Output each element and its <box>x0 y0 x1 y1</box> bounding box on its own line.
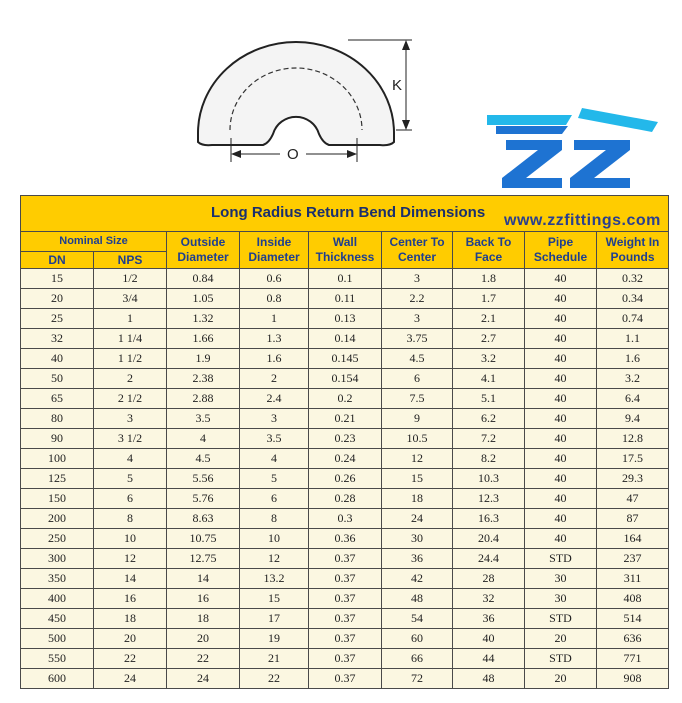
table-row <box>21 649 669 669</box>
center-to-center-cell: 3 <box>382 309 453 329</box>
table-title: Long Radius Return Bend Dimensions <box>211 204 486 221</box>
pipe-schedule-cell: 40 <box>525 269 597 289</box>
nps-header: NPS <box>94 252 167 269</box>
outside-diameter-cell: 2.88 <box>167 389 240 409</box>
dn-cell: 100 <box>21 449 94 469</box>
dn-cell: 90 <box>21 429 94 449</box>
weight-cell: 3.2 <box>597 369 669 389</box>
pipe-schedule-cell: 30 <box>525 569 597 589</box>
weight-cell: 87 <box>597 509 669 529</box>
center-to-center-cell: 3.75 <box>382 329 453 349</box>
center-to-center-cell: 66 <box>382 649 453 669</box>
back-to-face-cell: 28 <box>453 569 525 589</box>
inside-diameter-header: Inside Diameter <box>240 232 309 269</box>
weight-cell: 514 <box>597 609 669 629</box>
dn-cell: 150 <box>21 489 94 509</box>
weight-cell: 17.5 <box>597 449 669 469</box>
center-to-center-cell: 9 <box>382 409 453 429</box>
bend-outline <box>198 42 394 145</box>
logo-swooshes <box>487 108 658 134</box>
inside-diameter-cell: 22 <box>240 669 309 689</box>
wall-thickness-cell: 0.37 <box>309 549 382 569</box>
weight-cell: 0.32 <box>597 269 669 289</box>
inside-diameter-cell: 0.8 <box>240 289 309 309</box>
inside-diameter-cell: 1.3 <box>240 329 309 349</box>
inside-diameter-cell: 2 <box>240 369 309 389</box>
wall-thickness-header: Wall Thickness <box>309 232 382 269</box>
back-to-face-cell: 5.1 <box>453 389 525 409</box>
outside-diameter-cell: 5.56 <box>167 469 240 489</box>
table-row <box>21 669 669 689</box>
wall-thickness-cell: 0.2 <box>309 389 382 409</box>
pipe-schedule-cell: 30 <box>525 589 597 609</box>
dn-cell: 450 <box>21 609 94 629</box>
center-to-center-cell: 4.5 <box>382 349 453 369</box>
wall-thickness-cell: 0.1 <box>309 269 382 289</box>
dn-header: DN <box>21 252 94 269</box>
inside-diameter-cell: 6 <box>240 489 309 509</box>
center-to-center-cell: 2.2 <box>382 289 453 309</box>
inside-diameter-cell: 21 <box>240 649 309 669</box>
nominal-size-header: Nominal Size <box>21 232 167 252</box>
outside-diameter-cell: 24 <box>167 669 240 689</box>
wall-thickness-cell: 0.11 <box>309 289 382 309</box>
dn-cell: 125 <box>21 469 94 489</box>
logo-mark: ZZ <box>482 100 484 101</box>
nps-cell: 2 <box>94 369 167 389</box>
table-row <box>21 629 669 649</box>
wall-thickness-cell: 0.21 <box>309 409 382 429</box>
dn-cell: 300 <box>21 549 94 569</box>
wall-thickness-cell: 0.24 <box>309 449 382 469</box>
back-to-face-cell: 36 <box>453 609 525 629</box>
pipe-schedule-cell: 40 <box>525 469 597 489</box>
weight-cell: 408 <box>597 589 669 609</box>
weight-cell: 237 <box>597 549 669 569</box>
pipe-schedule-cell: 20 <box>525 669 597 689</box>
center-to-center-cell: 72 <box>382 669 453 689</box>
center-to-center-cell: 48 <box>382 589 453 609</box>
dn-cell: 80 <box>21 409 94 429</box>
dimension-o-label: O <box>287 146 299 163</box>
back-to-face-cell: 6.2 <box>453 409 525 429</box>
dn-cell: 200 <box>21 509 94 529</box>
dn-cell: 500 <box>21 629 94 649</box>
center-to-center-cell: 42 <box>382 569 453 589</box>
outside-diameter-cell: 3.5 <box>167 409 240 429</box>
outside-diameter-cell: 1.32 <box>167 309 240 329</box>
zz-logo <box>482 100 662 195</box>
nps-cell: 18 <box>94 609 167 629</box>
table-row <box>21 449 669 469</box>
center-to-center-cell: 10.5 <box>382 429 453 449</box>
weight-header: Weight In Pounds <box>597 232 669 269</box>
inside-diameter-cell: 8 <box>240 509 309 529</box>
dn-cell: 65 <box>21 389 94 409</box>
center-to-center-cell: 7.5 <box>382 389 453 409</box>
table-row <box>21 409 669 429</box>
table-row <box>21 429 669 449</box>
nps-cell: 20 <box>94 629 167 649</box>
nps-cell: 8 <box>94 509 167 529</box>
pipe-schedule-cell: 40 <box>525 289 597 309</box>
table-row <box>21 609 669 629</box>
nps-cell: 1 1/4 <box>94 329 167 349</box>
back-to-face-cell: 4.1 <box>453 369 525 389</box>
inside-diameter-cell: 4 <box>240 449 309 469</box>
weight-cell: 12.8 <box>597 429 669 449</box>
center-to-center-cell: 3 <box>382 269 453 289</box>
bend-dimensions-table <box>20 195 669 689</box>
weight-cell: 0.34 <box>597 289 669 309</box>
inside-diameter-cell: 0.6 <box>240 269 309 289</box>
center-to-center-cell: 36 <box>382 549 453 569</box>
table-row <box>21 509 669 529</box>
wall-thickness-cell: 0.154 <box>309 369 382 389</box>
nps-cell: 3 1/2 <box>94 429 167 449</box>
inside-diameter-cell: 10 <box>240 529 309 549</box>
pipe-schedule-cell: 40 <box>525 489 597 509</box>
center-to-center-cell: 18 <box>382 489 453 509</box>
pipe-schedule-cell: 40 <box>525 309 597 329</box>
inside-diameter-cell: 19 <box>240 629 309 649</box>
wall-thickness-cell: 0.23 <box>309 429 382 449</box>
wall-thickness-cell: 0.37 <box>309 609 382 629</box>
back-to-face-cell: 12.3 <box>453 489 525 509</box>
outside-diameter-cell: 0.84 <box>167 269 240 289</box>
inside-diameter-cell: 1.6 <box>240 349 309 369</box>
wall-thickness-cell: 0.37 <box>309 589 382 609</box>
pipe-schedule-cell: 40 <box>525 449 597 469</box>
pipe-schedule-cell: STD <box>525 549 597 569</box>
inside-diameter-cell: 13.2 <box>240 569 309 589</box>
nps-cell: 3 <box>94 409 167 429</box>
wall-thickness-cell: 0.145 <box>309 349 382 369</box>
outside-diameter-cell: 5.76 <box>167 489 240 509</box>
table-row <box>21 369 669 389</box>
nps-cell: 6 <box>94 489 167 509</box>
center-to-center-cell: 54 <box>382 609 453 629</box>
dn-cell: 550 <box>21 649 94 669</box>
nps-cell: 12 <box>94 549 167 569</box>
table-body <box>21 269 669 689</box>
nps-cell: 22 <box>94 649 167 669</box>
outside-diameter-cell: 12.75 <box>167 549 240 569</box>
dn-cell: 250 <box>21 529 94 549</box>
table-row <box>21 269 669 289</box>
outside-diameter-cell: 22 <box>167 649 240 669</box>
nps-cell: 16 <box>94 589 167 609</box>
inside-diameter-cell: 15 <box>240 589 309 609</box>
weight-cell: 6.4 <box>597 389 669 409</box>
wall-thickness-cell: 0.36 <box>309 529 382 549</box>
weight-cell: 164 <box>597 529 669 549</box>
pipe-schedule-cell: STD <box>525 609 597 629</box>
table-row <box>21 329 669 349</box>
weight-cell: 311 <box>597 569 669 589</box>
pipe-schedule-cell: 20 <box>525 629 597 649</box>
weight-cell: 29.3 <box>597 469 669 489</box>
center-to-center-cell: 60 <box>382 629 453 649</box>
back-to-face-cell: 20.4 <box>453 529 525 549</box>
dimension-k-label: K <box>392 77 403 94</box>
outside-diameter-cell: 16 <box>167 589 240 609</box>
pipe-schedule-cell: 40 <box>525 409 597 429</box>
inside-diameter-cell: 3.5 <box>240 429 309 449</box>
back-to-face-cell: 7.2 <box>453 429 525 449</box>
nps-cell: 1 <box>94 309 167 329</box>
table-row <box>21 529 669 549</box>
pipe-schedule-cell: 40 <box>525 329 597 349</box>
dn-cell: 350 <box>21 569 94 589</box>
pipe-schedule-cell: 40 <box>525 349 597 369</box>
nps-cell: 14 <box>94 569 167 589</box>
center-to-center-cell: 24 <box>382 509 453 529</box>
outside-diameter-cell: 8.63 <box>167 509 240 529</box>
weight-cell: 1.1 <box>597 329 669 349</box>
weight-cell: 771 <box>597 649 669 669</box>
wall-thickness-cell: 0.37 <box>309 649 382 669</box>
outside-diameter-header: Outside Diameter <box>167 232 240 269</box>
table-title-cell <box>21 196 669 232</box>
weight-cell: 0.74 <box>597 309 669 329</box>
pipe-schedule-header: Pipe Schedule <box>525 232 597 269</box>
inside-diameter-cell: 2.4 <box>240 389 309 409</box>
table-row <box>21 469 669 489</box>
weight-cell: 9.4 <box>597 409 669 429</box>
wall-thickness-cell: 0.37 <box>309 629 382 649</box>
outside-diameter-cell: 1.66 <box>167 329 240 349</box>
pipe-schedule-cell: 40 <box>525 429 597 449</box>
wall-thickness-cell: 0.14 <box>309 329 382 349</box>
dn-cell: 25 <box>21 309 94 329</box>
pipe-schedule-cell: 40 <box>525 389 597 409</box>
back-to-face-cell: 44 <box>453 649 525 669</box>
dn-cell: 20 <box>21 289 94 309</box>
nps-cell: 1/2 <box>94 269 167 289</box>
weight-cell: 636 <box>597 629 669 649</box>
logo-z-left <box>502 140 562 188</box>
inside-diameter-cell: 3 <box>240 409 309 429</box>
pipe-schedule-cell: 40 <box>525 529 597 549</box>
weight-cell: 908 <box>597 669 669 689</box>
nps-cell: 1 1/2 <box>94 349 167 369</box>
logo-z-right <box>570 140 630 188</box>
return-bend-diagram <box>180 30 420 170</box>
dn-cell: 50 <box>21 369 94 389</box>
back-to-face-cell: 16.3 <box>453 509 525 529</box>
back-to-face-cell: 1.7 <box>453 289 525 309</box>
outside-diameter-cell: 2.38 <box>167 369 240 389</box>
table-row <box>21 309 669 329</box>
dn-cell: 400 <box>21 589 94 609</box>
back-to-face-header: Back To Face <box>453 232 525 269</box>
dn-cell: 15 <box>21 269 94 289</box>
table-row <box>21 549 669 569</box>
website-url[interactable]: www.zzfittings.com <box>504 212 661 229</box>
pipe-schedule-cell: 40 <box>525 369 597 389</box>
nps-cell: 4 <box>94 449 167 469</box>
weight-cell: 1.6 <box>597 349 669 369</box>
outside-diameter-cell: 20 <box>167 629 240 649</box>
back-to-face-cell: 40 <box>453 629 525 649</box>
outside-diameter-cell: 1.9 <box>167 349 240 369</box>
back-to-face-cell: 48 <box>453 669 525 689</box>
table-row <box>21 349 669 369</box>
inside-diameter-cell: 17 <box>240 609 309 629</box>
inside-diameter-cell: 1 <box>240 309 309 329</box>
table-row <box>21 289 669 309</box>
back-to-face-cell: 24.4 <box>453 549 525 569</box>
center-to-center-cell: 15 <box>382 469 453 489</box>
back-to-face-cell: 2.7 <box>453 329 525 349</box>
back-to-face-cell: 32 <box>453 589 525 609</box>
inside-diameter-cell: 12 <box>240 549 309 569</box>
back-to-face-cell: 3.2 <box>453 349 525 369</box>
dn-cell: 32 <box>21 329 94 349</box>
outside-diameter-cell: 1.05 <box>167 289 240 309</box>
table-row <box>21 569 669 589</box>
dn-cell: 40 <box>21 349 94 369</box>
outside-diameter-cell: 18 <box>167 609 240 629</box>
pipe-schedule-cell: STD <box>525 649 597 669</box>
wall-thickness-cell: 0.37 <box>309 569 382 589</box>
table-row <box>21 589 669 609</box>
pipe-schedule-cell: 40 <box>525 509 597 529</box>
back-to-face-cell: 2.1 <box>453 309 525 329</box>
center-to-center-header: Center To Center <box>382 232 453 269</box>
nps-cell: 2 1/2 <box>94 389 167 409</box>
center-to-center-cell: 30 <box>382 529 453 549</box>
wall-thickness-cell: 0.26 <box>309 469 382 489</box>
wall-thickness-cell: 0.28 <box>309 489 382 509</box>
wall-thickness-cell: 0.3 <box>309 509 382 529</box>
outside-diameter-cell: 4.5 <box>167 449 240 469</box>
table-row <box>21 489 669 509</box>
weight-cell: 47 <box>597 489 669 509</box>
outside-diameter-cell: 10.75 <box>167 529 240 549</box>
inside-diameter-cell: 5 <box>240 469 309 489</box>
wall-thickness-cell: 0.13 <box>309 309 382 329</box>
table-row <box>21 389 669 409</box>
back-to-face-cell: 10.3 <box>453 469 525 489</box>
back-to-face-cell: 8.2 <box>453 449 525 469</box>
outside-diameter-cell: 4 <box>167 429 240 449</box>
back-to-face-cell: 1.8 <box>453 269 525 289</box>
nps-cell: 24 <box>94 669 167 689</box>
center-to-center-cell: 6 <box>382 369 453 389</box>
outside-diameter-cell: 14 <box>167 569 240 589</box>
wall-thickness-cell: 0.37 <box>309 669 382 689</box>
nps-cell: 3/4 <box>94 289 167 309</box>
nps-cell: 10 <box>94 529 167 549</box>
nps-cell: 5 <box>94 469 167 489</box>
dn-cell: 600 <box>21 669 94 689</box>
center-to-center-cell: 12 <box>382 449 453 469</box>
